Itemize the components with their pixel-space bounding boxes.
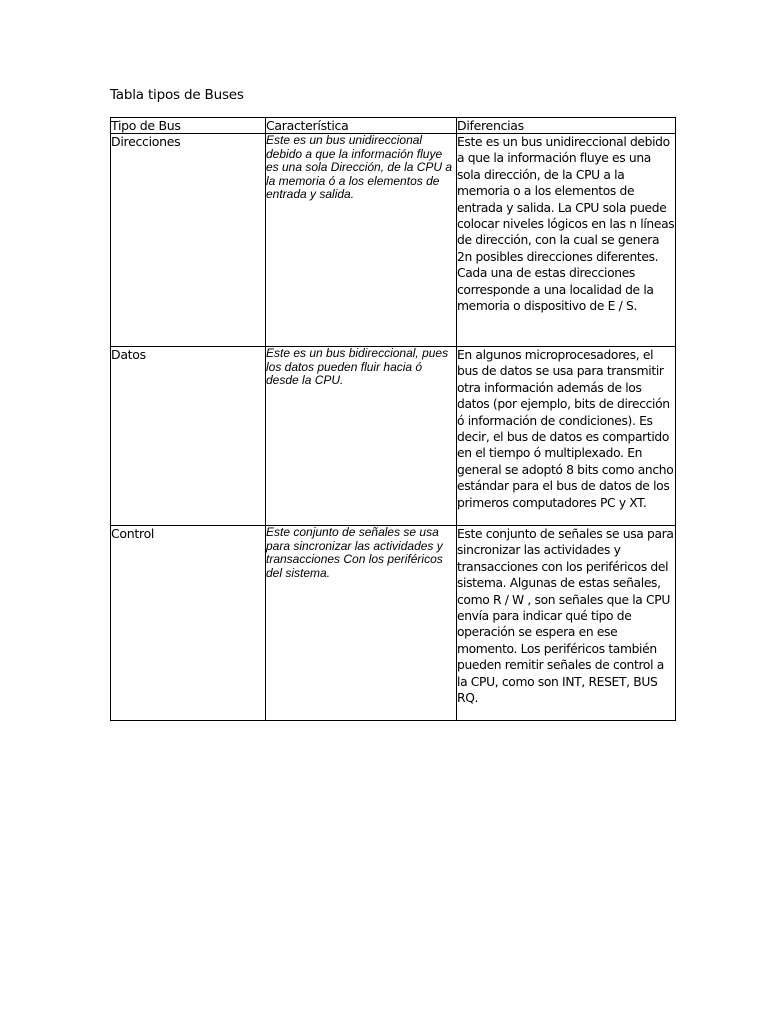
document-title: Tabla tipos de Buses: [110, 87, 244, 103]
row-type-cell: Direcciones: [111, 134, 266, 347]
table-header-row: [111, 118, 676, 134]
table-row: [111, 134, 676, 347]
row-differences-cell: [457, 134, 676, 347]
bus-types-table: [110, 117, 676, 721]
differences-text: Este es un bus unidireccional debido a que la información fluye es una sola dirección, de la CPU a la memoria o a los elementos de entrada y salida. La CPU sola puede colocar niveles lógicos en las n líneas de dirección, con la cual se genera 2n posibles direcciones diferentes. Cada una de estas direcciones corresponde a una localidad de la memoria o dispositivo de E / S.: [457, 135, 675, 314]
differences-text: Este conjunto de señales se usa para sincronizar las actividades y transacciones con los periféricos del sistema. Algunas de estas señales, como R / W , son señales que la CPU envía para indicar qué tipo de operación se espera en ese momento. Los periféricos también pueden remitir señales de control a la CPU, como son INT, RESET, BUS RQ.: [457, 527, 674, 706]
row-differences-cell: [457, 526, 676, 721]
row-differences-cell: [457, 347, 676, 526]
row-characteristic-cell: [266, 347, 457, 526]
row-type-cell: Control: [111, 526, 266, 721]
header-differences: Diferencias: [457, 118, 676, 134]
characteristic-text: Este conjunto de señales se usa para sincronizar las actividades y transacciones Con los periféricos del sistema.: [266, 525, 443, 580]
header-type: Tipo de Bus: [111, 118, 266, 134]
row-characteristic-cell: [266, 134, 457, 347]
table-row: [111, 347, 676, 526]
header-characteristic: Característica: [266, 118, 457, 134]
row-characteristic-cell: [266, 526, 457, 721]
row-type-cell: Datos: [111, 347, 266, 526]
differences-text: En algunos microprocesadores, el bus de datos se usa para transmitir otra información además de los datos (por ejemplo, bits de dirección ó información de condiciones). Es decir, el bus de datos es compartido en el tiempo ó multiplexado. En general se adoptó 8 bits como ancho estándar para el bus de datos de los primeros computadores PC y XT.: [457, 348, 674, 510]
table-row: [111, 526, 676, 721]
characteristic-text: Este es un bus unidireccional debido a que la información fluye es una sola Dirección, de la CPU a la memoria ó a los elementos de entrada y salida.: [266, 133, 453, 202]
characteristic-text: Este es un bus bidireccional, pues los datos pueden fluir hacia ó desde la CPU.: [266, 346, 449, 388]
